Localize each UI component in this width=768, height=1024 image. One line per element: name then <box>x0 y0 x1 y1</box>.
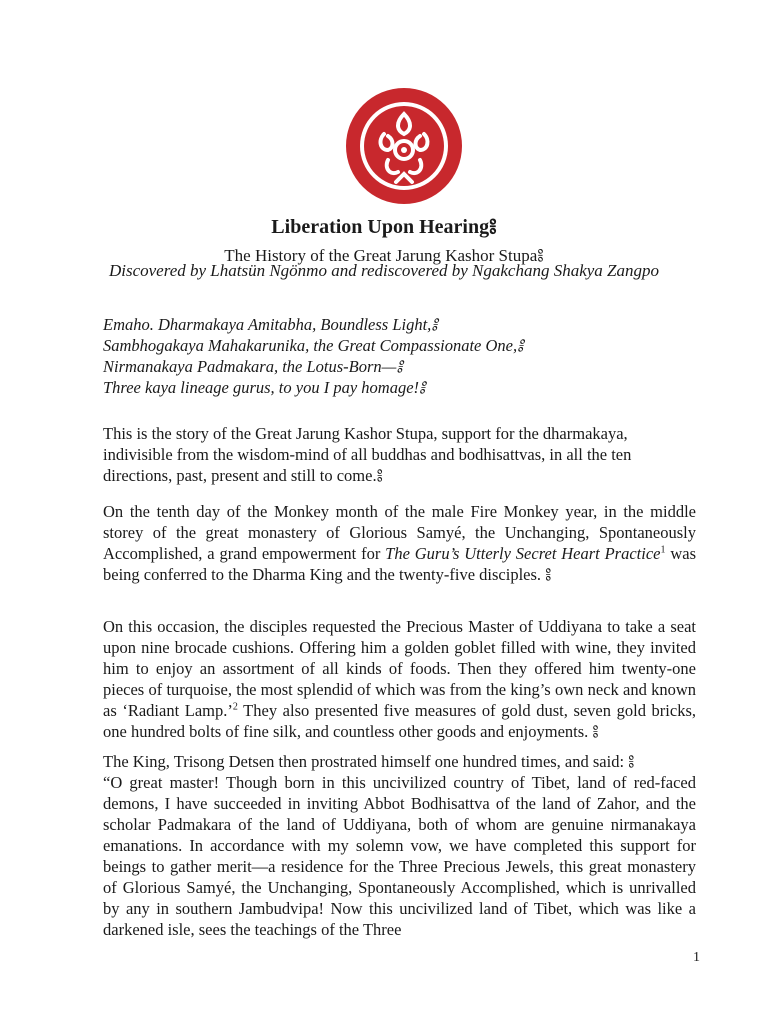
paragraph-text: They also presented five measures of gold dust, seven gold bricks, one hundred bolts of fine silk, and countless other goods and enjoyments. ༔ <box>103 700 696 741</box>
paragraph-text: was being conferred to the Dharma King and the twenty-five disciples. ༔ <box>103 543 697 584</box>
dharma-wheel-logo-icon <box>344 86 464 206</box>
paragraph-text: On the tenth day of the Monkey month of the male Fire Monkey year, in the middle storey of the great monastery of Glorious Samyé, the Unchanging, Spontaneously Accomplished, a grand empowerment for <box>103 501 696 563</box>
verse-line: Three kaya lineage gurus, to you I pay homage!༔ <box>103 378 426 397</box>
speech-lead: The King, Trisong Detsen then prostrated himself one hundred times, and said: ༔ <box>103 752 635 771</box>
paragraph-intro: This is the story of the Great Jarung Kashor Stupa, support for the dharmakaya, indivisible from the wisdom-mind of all buddhas and bodhisattvas, in all the ten directions, past, present and still to come.༔ <box>103 423 632 485</box>
footnote-marker[interactable]: 2 <box>232 701 238 712</box>
paragraph-empowerment <box>103 501 696 585</box>
footnote-marker[interactable]: 1 <box>660 544 666 555</box>
document-subtitle: The History of the Great Jarung Kashor Stupa༔ <box>224 246 544 265</box>
page-number: 1 <box>693 950 700 965</box>
paragraph-king-speech <box>103 751 696 940</box>
paragraph-text: On this occasion, the disciples requested the Precious Master of Uddiyana to take a seat upon nine brocade cushions. Offering him a golden goblet filled with wine, they invited him to enjoy an assortment of all kinds of foods. Then they offered him twenty-one pieces of turquoise, the most splendid of which was from the king’s own neck and known as ‘Radiant Lamp.’ <box>103 616 696 720</box>
homage-verse <box>103 314 696 398</box>
verse-line: Emaho. Dharmakaya Amitabha, Boundless Light,༔ <box>103 315 438 334</box>
practice-title: The Guru’s Utterly Secret Heart Practice <box>385 543 661 563</box>
discovery-credit: Discovered by Lhatsün Ngönmo and rediscovered by Ngakchang Shakya Zangpo <box>108 261 660 280</box>
verse-line: Nirmanakaya Padmakara, the Lotus-Born—༔ <box>103 357 403 376</box>
paragraph-offerings <box>103 616 696 742</box>
king-quote: “O great master! Though born in this uncivilized country of Tibet, land of red-faced demons, I have succeeded in inviting Abbot Bodhisattva of the land of Zahor, and the scholar Padmakara of the land of Uddiyana, both of whom are genuine nirmanakaya emanations. In accordance with my solemn vow, we have completed this support for beings to gather merit—a residence for the Three Precious Jewels, this great monastery of Glorious Samyé, the Unchanging, Spontaneously Accomplished, which is unrivalled by any in southern Jambudvipa! Now this uncivilized land of Tibet, which was like a darkened isle, sees the teachings of the Three <box>103 773 696 939</box>
document-title: Liberation Upon Hearing༔ <box>271 216 497 238</box>
verse-line: Sambhogakaya Mahakarunika, the Great Compassionate One,༔ <box>103 336 524 355</box>
